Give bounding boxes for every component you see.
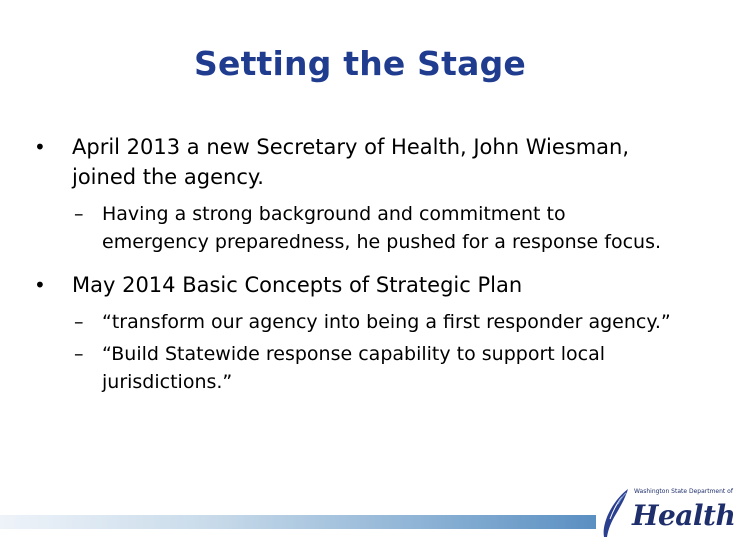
department-of-health-logo <box>598 487 735 540</box>
sub-bullet-text: Having a strong background and commitment to emergency preparedness, he pushed for a response focus. <box>102 203 662 253</box>
bullet-text: May 2014 Basic Concepts of Strategic Plan <box>72 273 523 297</box>
footer-gradient-bar <box>0 515 596 529</box>
bullet-list <box>34 132 674 400</box>
sub-bullet-text: “Build Statewide response capability to support local jurisdictions.” <box>102 343 606 393</box>
sub-bullet-item <box>34 308 674 336</box>
slide-title: Setting the Stage <box>194 44 526 83</box>
sub-bullet-item <box>34 200 674 256</box>
sub-bullet-marker: – <box>74 343 84 365</box>
bullet-item <box>34 270 674 300</box>
bullet-marker: • <box>34 273 46 297</box>
bullet-item <box>34 132 674 192</box>
logo-subtitle: Washington State Department of <box>634 488 733 495</box>
bullet-marker: • <box>34 135 46 159</box>
logo-wordmark: Health <box>632 499 735 532</box>
sub-bullet-item <box>34 340 674 396</box>
sub-bullet-marker: – <box>74 311 84 333</box>
sub-bullet-marker: – <box>74 203 84 225</box>
bullet-text: April 2013 a new Secretary of Health, John Wiesman, joined the agency. <box>72 135 630 189</box>
sub-bullet-text: “transform our agency into being a first responder agency.” <box>102 311 671 333</box>
